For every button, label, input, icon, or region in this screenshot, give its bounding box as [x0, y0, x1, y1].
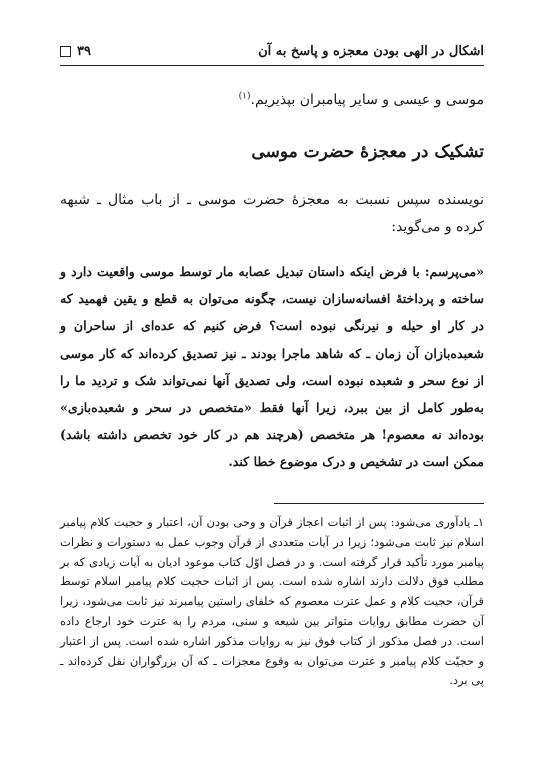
running-header [60, 38, 484, 64]
header-rule [60, 65, 484, 66]
footnote-marker: (۱) [238, 91, 251, 102]
footnote-rule [274, 503, 484, 504]
page-number: ۳۹ [77, 43, 91, 59]
square-bullet-icon [60, 46, 71, 57]
intro-paragraph: نویسنده سپس نسبت به معجزهٔ حضرت موسی ـ از باب مثال ـ شبهه کرده و می‌گوید: [60, 192, 484, 235]
footnote: ۱ـ یادآوری می‌شود: پس از اثبات اعجاز قرآن و وحی بودن آن، اعتبار و حجیت کلام پیامبر اسلام نیز ثابت می‌شود؛ زیرا در آیات متعددی از قرآن وجوب عمل به دستورات و نظرات پیامبر مورد تأکید قرار گرفته است. و در فصل اوّل کتاب موعود ادیان به آیات زیادی که بر مطلب فوق دلالت دارند اشاره شده است. پس از اثبات حجیت کلام پیامبر اسلام توسط قرآن، حجیت کلام و عمل عترت معصوم که خلفای راستین پیامبرند نیز ثابت می‌شود، زیرا آن حضرت مطابق روایات متواتر بین شیعه و سنی، مردم را به عترت خود ارجاع داده است. در فصل مذکور از کتاب فوق نیز به روایات مذکور اشاره شده است. پس از اعتبار و حجیّت کلام پیامبر و عترت می‌توان به وقوع معجزات ـ که آن بزرگواران نقل کرده‌اند ـ پی برد. [60, 515, 484, 688]
header-title: اشکال در الهی بودن معجزه و پاسخ به آن [258, 43, 484, 59]
opening-line-text: موسی و عیسی و سایر پیامبران بپذیریم. [250, 92, 484, 108]
opening-line [60, 87, 484, 114]
section-heading: تشکیک در معجزهٔ حضرت موسی [251, 142, 484, 162]
page-number-block [60, 44, 91, 59]
quoted-passage: «می‌پرسم: با فرض اینکه داستان تبدیل عصابه مار توسط موسی واقعیت دارد و ساخته و پرداختهٔ افسانه‌سازان نیست، چگونه می‌توان به قطع و یقین فهمید که در کار او حیله و نیرنگی نبوده است؟ فرض کنیم که عده‌ای از ساحران و شعبده‌بازان آن زمان ـ که شاهد ماجرا بودند ـ نیز تصدیق کرده‌اند که کار موسی از نوع سحر و شعبده نبوده است، ولی تصدیق آنها نمی‌تواند شک و تردید ما را به‌طور کامل از بین ببرد، زیرا آنها فقط «متخصص در سحر و شعبده‌بازی» بوده‌اند نه معصوم! هر متخصص (هرچند هم در کار خود تخصص داشته باشد) ممکن است در تشخیص و درک موضوع خطا کند. [60, 264, 484, 470]
